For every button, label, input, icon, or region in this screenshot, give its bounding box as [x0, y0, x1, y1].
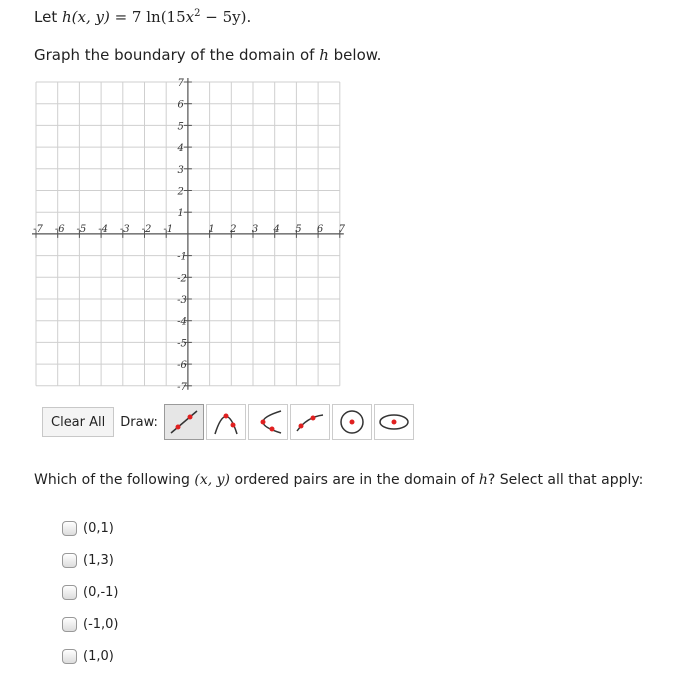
y-tick-label: 2	[177, 186, 184, 198]
x-tick-label: 7	[338, 223, 345, 235]
option-item[interactable]	[62, 521, 114, 536]
parabola-tool-button[interactable]	[206, 404, 246, 440]
circle-tool-icon	[335, 407, 369, 437]
y-tick-label: -4	[177, 316, 187, 328]
x-tick-label: -5	[76, 223, 87, 235]
line-tool-button[interactable]	[164, 404, 204, 440]
option-checkbox[interactable]	[62, 617, 77, 632]
draw-toolbar	[42, 404, 416, 440]
function-equals: = 7 ln(15	[109, 8, 186, 26]
graph-canvas[interactable]	[30, 76, 352, 396]
option-checkbox[interactable]	[62, 521, 77, 536]
circle-tool-button[interactable]	[332, 404, 372, 440]
x-tick-label: -7	[33, 223, 43, 235]
option-item[interactable]	[62, 617, 119, 632]
y-tick-label: -6	[177, 360, 187, 372]
x-tick-label: 2	[230, 223, 237, 235]
selection-middle: ordered pairs are in the domain of	[234, 472, 475, 488]
draw-label: Draw:	[120, 414, 158, 430]
option-label: (0,-1)	[83, 585, 119, 600]
function-name: h(x, y)	[61, 8, 110, 26]
selection-h: h	[478, 472, 488, 488]
x-tick-label: 6	[316, 223, 324, 235]
function-exponent: 2	[194, 8, 201, 19]
let-text: Let	[34, 8, 58, 26]
ellipse-tool-icon	[377, 407, 411, 437]
option-item[interactable]	[62, 553, 114, 568]
x-tick-label: -3	[119, 223, 130, 235]
curve-tool-icon	[293, 407, 327, 437]
y-tick-label: 7	[177, 78, 184, 89]
x-tick-label: -4	[98, 223, 108, 235]
clear-all-button[interactable]: Clear All	[42, 407, 114, 437]
option-label: (1,3)	[83, 553, 114, 568]
x-tick-label: 5	[295, 223, 302, 235]
graph-instruction-suffix: below.	[333, 46, 382, 64]
option-checkbox[interactable]	[62, 649, 77, 664]
y-tick-label: -2	[177, 273, 187, 285]
function-definition	[34, 8, 251, 26]
x-tick-label: 1	[208, 223, 215, 235]
curve-tool-button[interactable]	[290, 404, 330, 440]
selection-pair: (x, y)	[194, 472, 231, 488]
option-item[interactable]	[62, 585, 119, 600]
option-item[interactable]	[62, 649, 114, 664]
x-tick-label: 4	[273, 223, 280, 235]
y-tick-label: 5	[177, 121, 184, 133]
y-tick-label: -5	[177, 338, 187, 350]
parabola-tool-icon	[209, 407, 243, 437]
graph-instruction-prefix: Graph the boundary of the domain of	[34, 46, 315, 64]
line-tool-icon	[167, 407, 201, 437]
function-tail: − 5y).	[200, 8, 252, 26]
y-tick-label: -7	[177, 381, 187, 393]
x-tick-label: 3	[251, 223, 259, 235]
graph-instruction-h: h	[319, 46, 329, 64]
option-label: (0,1)	[83, 521, 114, 536]
option-label: (1,0)	[83, 649, 114, 664]
ellipse-tool-button[interactable]	[374, 404, 414, 440]
option-label: (-1,0)	[83, 617, 119, 632]
y-tick-label: 4	[177, 143, 184, 155]
x-tick-label: -1	[163, 223, 174, 235]
y-tick-label: 3	[177, 164, 184, 176]
graph-instruction	[34, 46, 381, 64]
y-tick-label: -1	[177, 251, 187, 263]
option-checkbox[interactable]	[62, 553, 77, 568]
sideways-parabola-tool-icon	[251, 407, 285, 437]
y-tick-label: -3	[177, 295, 187, 306]
x-tick-label: -2	[141, 223, 152, 235]
selection-suffix: ? Select all that apply:	[487, 472, 644, 488]
option-checkbox[interactable]	[62, 585, 77, 600]
x-tick-label: -6	[54, 223, 65, 235]
selection-prefix: Which of the following	[34, 472, 190, 488]
y-tick-label: 1	[177, 208, 184, 220]
function-x: x	[185, 8, 195, 26]
selection-question	[34, 472, 643, 488]
sideways-parabola-tool-button[interactable]	[248, 404, 288, 440]
y-tick-label: 6	[177, 99, 184, 111]
